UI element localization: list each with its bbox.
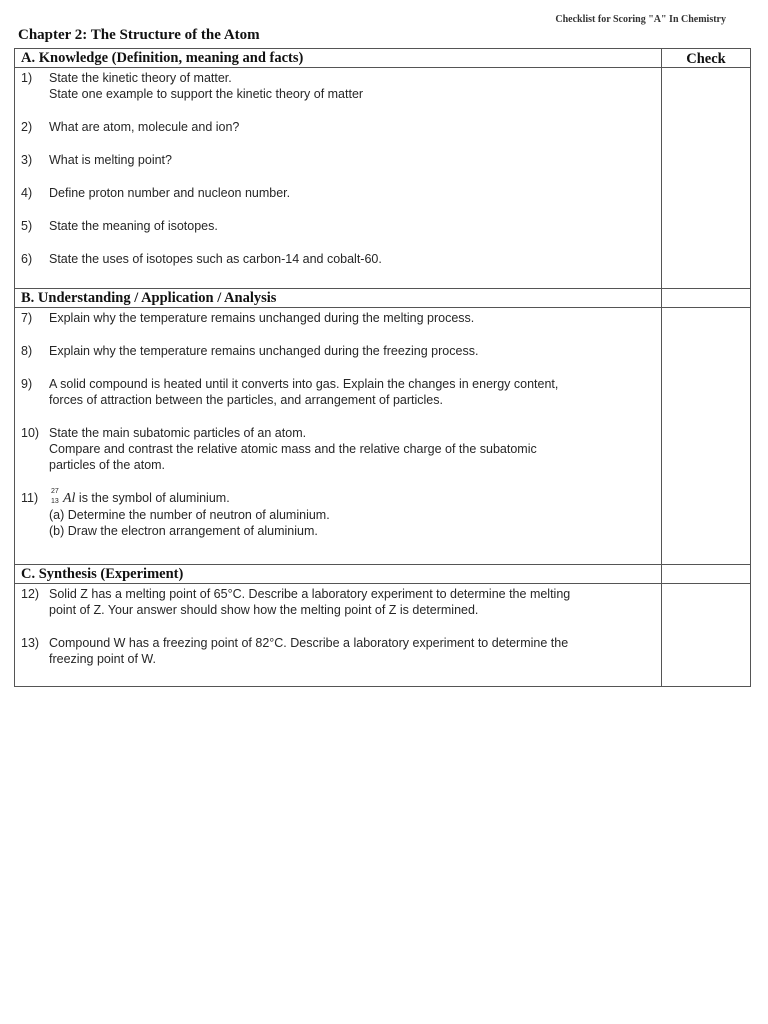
question-number: 2) — [21, 120, 33, 134]
question-text: State the meaning of isotopes. — [49, 219, 218, 233]
question-item — [21, 218, 655, 234]
question-text: Explain why the temperature remains unchanged during the melting process. — [49, 311, 475, 325]
question-number: 1) — [21, 71, 33, 85]
question-number: 11) — [21, 491, 39, 505]
question-text: Define proton number and nucleon number. — [49, 186, 291, 200]
question-text: (b) Draw the electron arrangement of aluminium. — [49, 524, 318, 538]
question-text: Compare and contrast the relative atomic mass and the relative charge of the subatomic — [49, 442, 537, 456]
section-a-body — [15, 68, 750, 289]
question-item — [21, 586, 655, 618]
check-column-header: Check — [686, 51, 726, 67]
question-text: particles of the atom. — [49, 458, 166, 472]
question-number: 3) — [21, 153, 33, 167]
question-item — [21, 635, 655, 667]
question-item — [21, 376, 655, 408]
question-item — [21, 490, 655, 539]
question-number: 10) — [21, 426, 40, 440]
question-number: 5) — [21, 219, 33, 233]
question-number: 8) — [21, 344, 33, 358]
question-item — [21, 310, 655, 326]
question-item — [21, 152, 655, 168]
question-text: A solid compound is heated until it converts into gas. Explain the changes in energy content, — [49, 377, 559, 391]
question-list — [15, 68, 662, 288]
question-number: 4) — [21, 186, 33, 200]
question-item — [21, 251, 655, 267]
question-list — [15, 308, 662, 564]
section-title: B. Understanding / Application / Analysis — [15, 289, 662, 307]
question-text: What are atom, molecule and ion? — [49, 120, 240, 134]
isotope-notation — [49, 490, 63, 506]
question-text: Explain why the temperature remains unchanged during the freezing process. — [49, 344, 479, 358]
question-item — [21, 343, 655, 359]
section-c-body — [15, 584, 750, 686]
chapter-title: Chapter 2: The Structure of the Atom — [18, 27, 260, 43]
check-cell[interactable] — [662, 308, 750, 564]
question-number: 9) — [21, 377, 33, 391]
section-c-header — [15, 565, 750, 584]
question-text: Solid Z has a melting point of 65°C. Describe a laboratory experiment to determine the melting — [49, 587, 571, 601]
question-number: 6) — [21, 252, 33, 266]
question-text: State the uses of isotopes such as carbon-14 and cobalt-60. — [49, 252, 382, 266]
question-text: State one example to support the kinetic theory of matter — [49, 87, 364, 101]
question-text: freezing point of W. — [49, 652, 157, 666]
question-number: 13) — [21, 636, 40, 650]
isotope-line — [49, 490, 655, 507]
question-text: What is melting point? — [49, 153, 172, 167]
section-title: C. Synthesis (Experiment) — [15, 565, 662, 583]
question-text: forces of attraction between the particles, and arrangement of particles. — [49, 393, 443, 407]
question-text: State the kinetic theory of matter. — [49, 71, 232, 85]
section-b-header — [15, 289, 750, 308]
question-text: (a) Determine the number of neutron of aluminium. — [49, 508, 330, 522]
question-text: point of Z. Your answer should show how the melting point of Z is determined. — [49, 603, 479, 617]
check-cell[interactable] — [662, 584, 750, 686]
checklist-table — [14, 48, 751, 687]
question-list — [15, 584, 662, 686]
page-header: Checklist for Scoring "A" In Chemistry — [555, 14, 726, 25]
section-title: A. Knowledge (Definition, meaning and facts) — [15, 49, 662, 67]
section-b-body — [15, 308, 750, 565]
question-item — [21, 425, 655, 473]
question-number: 7) — [21, 311, 33, 325]
question-item — [21, 70, 655, 102]
element-symbol: Al — [63, 491, 76, 506]
question-item — [21, 185, 655, 201]
section-a-header — [15, 49, 750, 68]
question-number: 12) — [21, 587, 40, 601]
question-item — [21, 119, 655, 135]
question-text: State the main subatomic particles of an atom. — [49, 426, 307, 440]
question-text: Compound W has a freezing point of 82°C. Describe a laboratory experiment to determine the — [49, 636, 569, 650]
mass-number: 27 — [51, 488, 59, 495]
question-text: is the symbol of aluminium. — [75, 491, 230, 505]
atomic-number: 13 — [51, 498, 59, 505]
check-cell[interactable] — [662, 68, 750, 288]
